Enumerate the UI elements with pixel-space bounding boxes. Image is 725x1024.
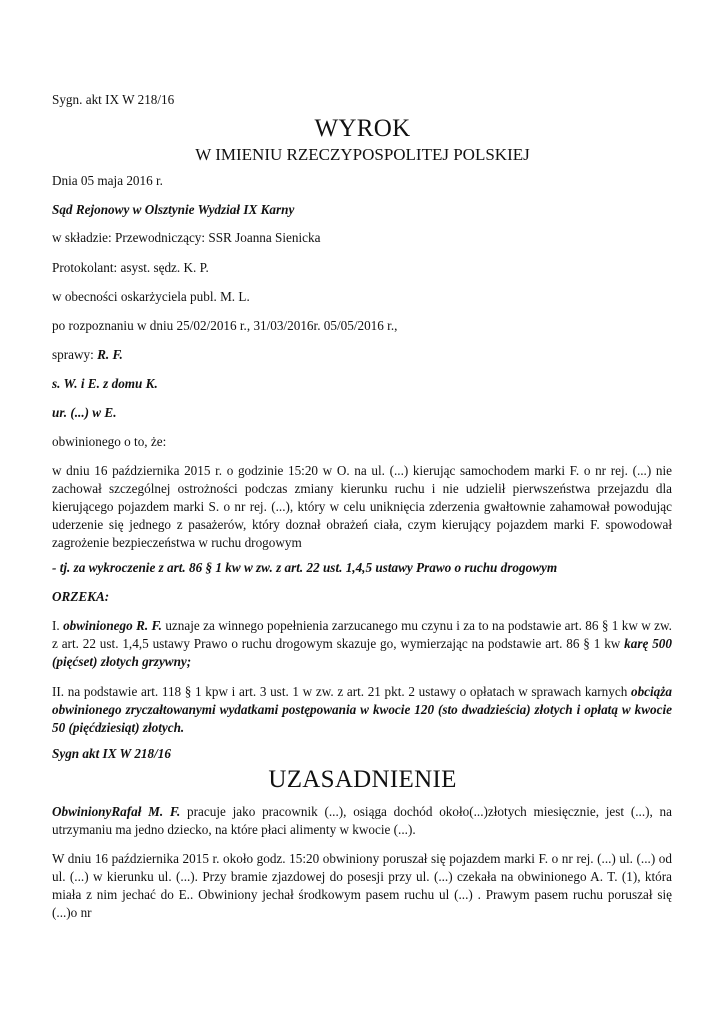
ruling-heading: ORZEKA: xyxy=(52,589,110,604)
defendant-name: R. F. xyxy=(97,347,123,362)
para-1-text: pracuje jako pracownik (...), osiąga dochód około(...)złotych miesięcznie, jest (...), na utrzymaniu ma jedno dziecko, na które płaci alimenty w kwocie (...). xyxy=(52,804,672,837)
point-2-text: na podstawie art. 118 § 1 kpw i art. 3 ust. 1 w zw. z art. 21 pkt. 2 ustawy o opłatach w sprawach karnych xyxy=(67,684,631,699)
court-name: Sąd Rejonowy w Olsztynie Wydział IX Karny xyxy=(52,202,295,217)
judge-line: w składzie: Przewodniczący: SSR Joanna Sienicka xyxy=(52,230,321,245)
hearing-dates: po rozpoznaniu w dniu 25/02/2016 r., 31/03/2016r. 05/05/2016 r., xyxy=(52,318,398,333)
ruling-point-1 xyxy=(52,617,672,671)
clerk-line: Protokolant: asyst. sędz. K. P. xyxy=(52,260,209,275)
case-signature: Sygn. akt IX W 218/16 xyxy=(52,92,175,107)
case-defendant-line xyxy=(52,346,672,364)
charge-text: w dniu 16 października 2015 r. o godzinie 15:20 w O. na ul. (...) kierując samochodem marki F. o nr rej. (...) nie zachował szczególnej ostrożności podczas zmiany kierunku ruchu i nie udzielił pierwszeństwa przejazdu dla kierującego pojazdem marki S. o nr rej. (...), który w celu uniknięcia zderzenia gwałtownie zahamował powodując uderzenie się jednego z pasażerów, który doznał obrażeń ciała, czym kierujący pojazdem marki F. spowodował zagrożenie bezpieczeństwa w ruchu drogowym xyxy=(52,463,672,550)
legal-basis: - tj. za wykroczenie z art. 86 § 1 kw w zw. z art. 22 ust. 1,4,5 ustawy Prawo o ruchu drogowym xyxy=(52,560,558,575)
justification-title: UZASADNIENIE xyxy=(268,766,457,793)
point-2-costs: obciąża obwinionego zryczałtowanymi wydatkami postępowania w kwocie 120 (sto dwadzieścia) złotych i opłatą w kwocie 50 (pięćdziesiąt) złotych. xyxy=(52,684,672,735)
document-title: WYROK xyxy=(314,115,411,142)
defendant-parents: s. W. i E. z domu K. xyxy=(52,376,158,391)
para-1-defendant: ObwinionyRafał M. F. xyxy=(52,804,181,819)
point-1-penalty: karę 500 (pięćset) złotych grzywny; xyxy=(52,636,672,669)
ruling-date: Dnia 05 maja 2016 r. xyxy=(52,173,163,188)
point-1-text: uznaje za winnego popełnienia zarzucanego mu czynu i za to na podstawie art. 86 § 1 kw w zw. z art. 22 ust. 1,4,5 ustawy Prawo o ruchu drogowym skazuje go, wymierzając na podstawie art. 86 § 1 kw xyxy=(52,618,672,651)
document-subtitle: W IMIENIU RZECZYPOSPOLITEJ POLSKIEJ xyxy=(195,145,530,164)
justification-para-1 xyxy=(52,803,672,839)
point-2-number: II. xyxy=(52,684,68,699)
point-1-defendant: obwinionego R. F. xyxy=(63,618,162,633)
ruling-point-2 xyxy=(52,683,672,737)
prosecutor-line: w obecności oskarżyciela publ. M. L. xyxy=(52,289,250,304)
justification-signature: Sygn akt IX W 218/16 xyxy=(52,746,171,761)
defendant-birth: ur. (...) w E. xyxy=(52,405,117,420)
point-1-number: I. xyxy=(52,618,64,633)
charge-intro: obwinionego o to, że: xyxy=(52,434,167,449)
sprawy-label: sprawy: xyxy=(52,347,98,362)
justification-para-2: W dniu 16 października 2015 r. około godz. 15:20 obwiniony poruszał się pojazdem marki F. o nr rej. (...) ul. (...) od ul. (...) w kierunku ul. (...). Przy bramie zjazdowej do posesji przy ul. (...) czekała na obwinionego A. T. (1), która miała z nim jechać do E.. Obwiniony jechał środkowym pasem ruchu ul (...) . Prawym pasem ruchu poruszał się (...)o nr xyxy=(52,851,672,920)
